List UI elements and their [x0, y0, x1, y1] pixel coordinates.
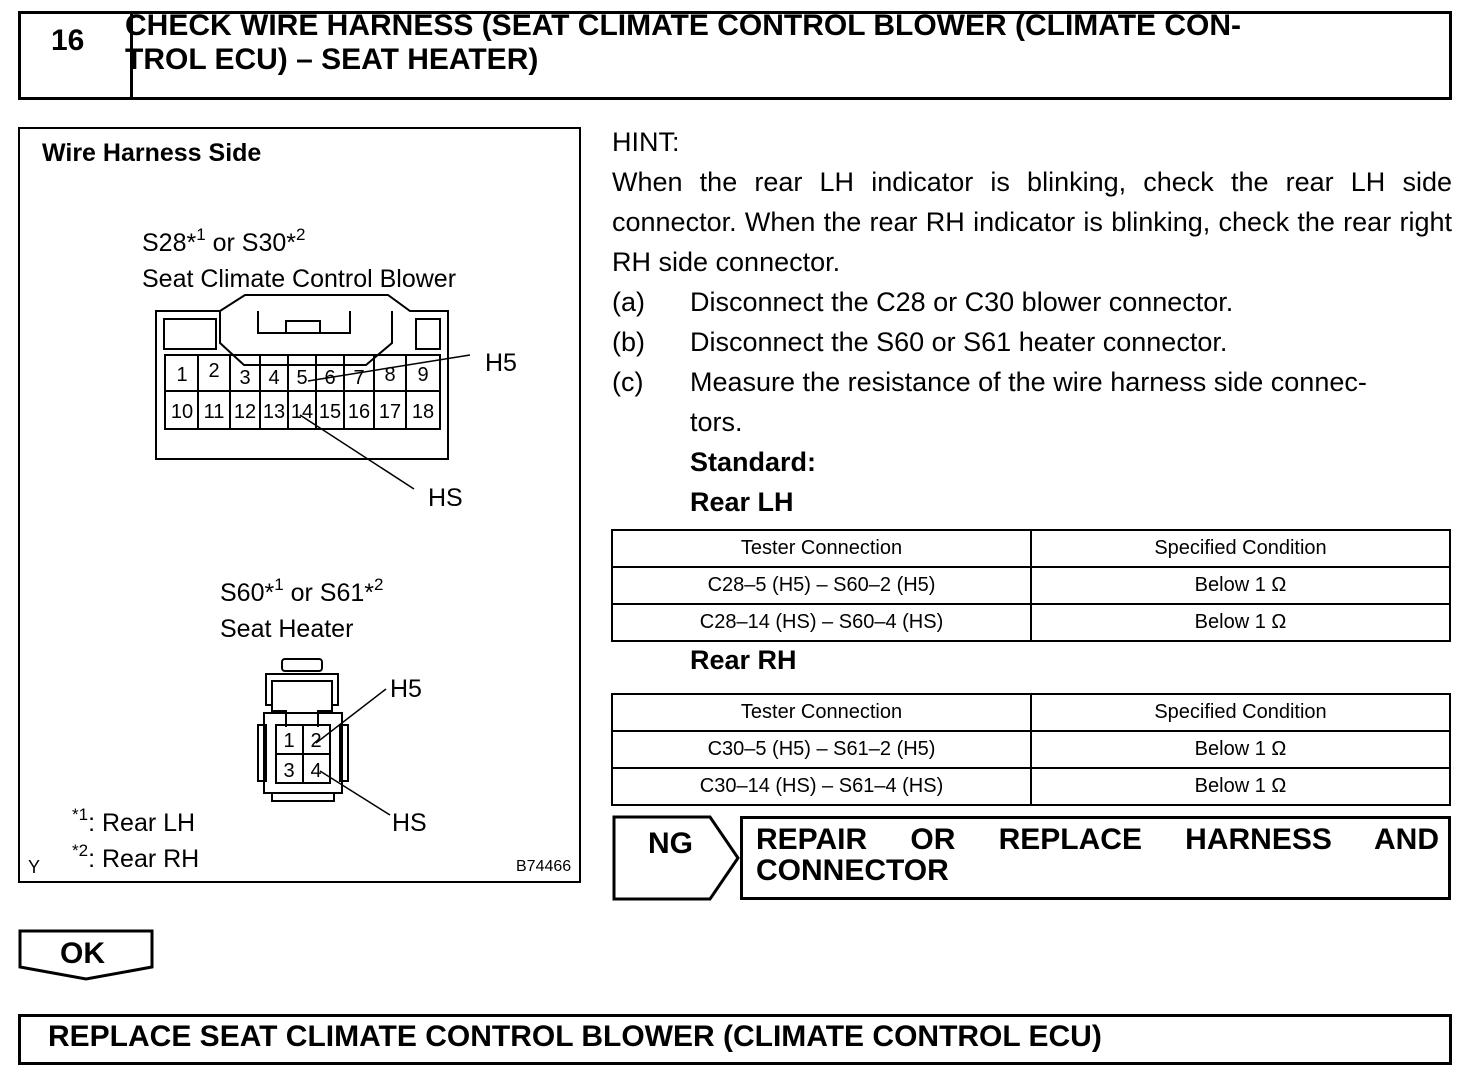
table-cell: C28–14 (HS) – S60–4 (HS): [612, 604, 1031, 641]
table-header-row: [612, 694, 1450, 731]
svg-text:17: 17: [378, 401, 402, 423]
step-title-line1: CHECK WIRE HARNESS (SEAT CLIMATE CONTROL BLOWER (CLIMATE CON-: [125, 9, 1242, 42]
connector-diagram: [18, 127, 581, 883]
standard-label: Standard:: [690, 447, 817, 477]
step-b-label: (b): [612, 327, 645, 357]
step-title-line2: TROL ECU) – SEAT HEATER): [125, 43, 539, 76]
svg-text:4: 4: [268, 367, 280, 389]
blower-label-h5: H5: [485, 349, 517, 377]
connector2-name: S60*$^1$ or S61*$^2$: [220, 575, 384, 607]
svg-text:7: 7: [353, 367, 365, 389]
svg-text:1: 1: [283, 730, 295, 752]
final-action-text: REPLACE SEAT CLIMATE CONTROL BLOWER (CLIMATE CONTROL ECU): [48, 1020, 1102, 1053]
table-header-cell: Tester Connection: [612, 530, 1031, 567]
svg-text:3: 3: [239, 367, 251, 389]
rear-lh-label: Rear LH: [690, 487, 794, 517]
diagram-heading: Wire Harness Side: [42, 139, 262, 167]
table-header-cell: Specified Condition: [1031, 530, 1450, 567]
hint-block: [612, 122, 1452, 522]
heater-label-h5: H5: [390, 675, 422, 703]
table-cell: Below 1 Ω: [1031, 604, 1450, 641]
spec-table-rear-lh: [611, 529, 1451, 642]
rear-rh-label: Rear RH: [690, 645, 797, 675]
connector2-desc: Seat Heater: [220, 615, 354, 643]
svg-text:18: 18: [411, 401, 435, 423]
hint-title: HINT:: [612, 127, 680, 157]
heater-leader-lines: [316, 689, 390, 815]
table-row: [612, 567, 1450, 604]
connector1-desc: Seat Climate Control Blower: [142, 265, 457, 293]
step-b-text: Disconnect the S60 or S61 heater connector.: [690, 327, 1228, 357]
ng-action-text: REPAIR OR REPLACE HARNESS AND CONNECTOR: [756, 823, 1439, 887]
step-a-text: Disconnect the C28 or C30 blower connector.: [690, 287, 1234, 317]
step-c: [612, 362, 1452, 402]
step-c-text: Measure the resistance of the wire harness side connec-: [690, 367, 1367, 397]
blower-label-hs: HS: [428, 484, 463, 512]
svg-text:3: 3: [283, 760, 295, 782]
svg-text:16: 16: [347, 401, 371, 423]
table-cell: Below 1 Ω: [1031, 567, 1450, 604]
heater-label-hs: HS: [392, 809, 427, 837]
table-cell: Below 1 Ω: [1031, 731, 1450, 768]
svg-text:4: 4: [310, 760, 322, 782]
table-cell: C30–14 (HS) – S61–4 (HS): [612, 768, 1031, 805]
table-header-row: [612, 530, 1450, 567]
svg-text:6: 6: [324, 367, 336, 389]
svg-text:14: 14: [290, 401, 314, 423]
step-number: 16: [21, 14, 133, 97]
note-rear-rh: *2: Rear RH: [72, 841, 200, 873]
table-cell: C28–5 (H5) – S60–2 (H5): [612, 567, 1031, 604]
svg-text:11: 11: [203, 401, 225, 423]
figure-id: B74466: [516, 858, 572, 875]
table-row: [612, 731, 1450, 768]
svg-text:15: 15: [318, 401, 342, 423]
svg-text:13: 13: [262, 401, 286, 423]
ng-label: NG: [648, 827, 693, 860]
step-a-label: (a): [612, 287, 645, 317]
corner-mark: Y: [28, 857, 41, 877]
table-cell: C30–5 (H5) – S61–2 (H5): [612, 731, 1031, 768]
connector1-name: S28*$^1$ or S30*$^2$: [142, 225, 306, 257]
step-a: [612, 282, 1452, 322]
table-header-cell: Tester Connection: [612, 694, 1031, 731]
svg-text:10: 10: [170, 401, 194, 423]
table-row: [612, 768, 1450, 805]
svg-text:2: 2: [208, 360, 220, 382]
connector-diagram-svg: [20, 129, 579, 881]
svg-text:5: 5: [296, 367, 308, 389]
spec-table-rear-rh: [611, 693, 1451, 806]
svg-text:1: 1: [176, 364, 188, 386]
ok-label: OK: [60, 937, 105, 970]
table-row: [612, 604, 1450, 641]
step-title: [125, 9, 1415, 77]
table-header-cell: Specified Condition: [1031, 694, 1450, 731]
svg-text:9: 9: [417, 364, 429, 386]
note-rear-lh: *1: Rear LH: [72, 805, 196, 837]
step-c-continued: tors.: [690, 407, 743, 437]
blower-pins-row2: [171, 401, 434, 423]
svg-text:12: 12: [233, 401, 257, 423]
svg-text:2: 2: [310, 730, 322, 752]
step-b: [612, 322, 1452, 362]
table-cell: Below 1 Ω: [1031, 768, 1450, 805]
svg-text:8: 8: [384, 364, 396, 386]
step-c-label: (c): [612, 367, 644, 397]
hint-paragraph: When the rear LH indicator is blinking, check the rear LH side connector. When the rear RH indicator is blinking, check the rear right RH side connector.: [612, 167, 1452, 277]
